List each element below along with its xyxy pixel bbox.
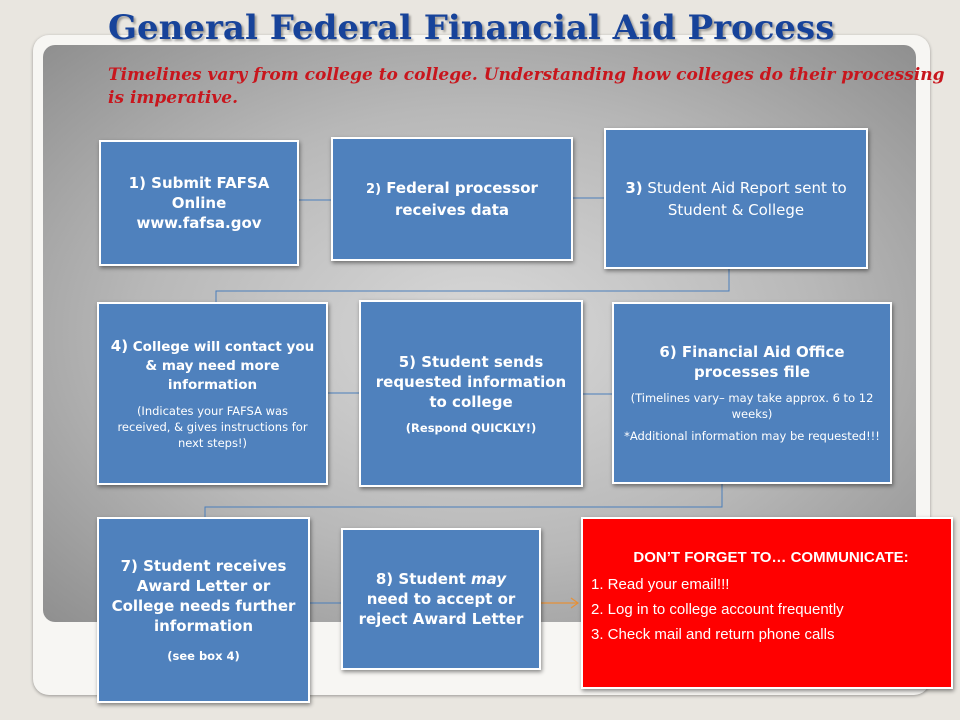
reminder-item-mail: 3. Check mail and return phone calls [591, 626, 835, 643]
step-1-label: 1) Submit FAFSA Online www.fafsa.gov [128, 174, 270, 232]
step-7-note: (see box 4) [167, 649, 240, 663]
step-8-label-post: need to accept or reject Award Letter [358, 590, 524, 628]
reminder-item-login: 2. Log in to college account frequently [591, 601, 844, 618]
reminder-title: DON’T FORGET TO… COMMUNICATE: [633, 549, 909, 566]
step-8-label-pre: Student [398, 570, 472, 588]
step-8-number: 8) [375, 570, 394, 588]
step-6-label: 6) Financial Aid Office processes file [659, 343, 845, 381]
reminder-box [581, 517, 953, 689]
step-2-label: Federal processor receives data [386, 179, 538, 219]
step-3-label: Student Aid Report sent to Student & College [647, 178, 847, 219]
step-2-number: 2) [366, 182, 382, 197]
step-8-label-em: may [471, 570, 507, 588]
step-8-box [341, 528, 541, 670]
slide-subtitle: Timelines vary from college to college. Understanding how colleges do their processing is imperative. [108, 65, 945, 108]
step-6-box [612, 302, 892, 484]
step-6-note: (Timelines vary– may take approx. 6 to 12 weeks) [630, 391, 874, 421]
step-4-box [97, 302, 328, 485]
step-5-label: 5) Student sends requested information to college [375, 352, 567, 411]
reminder-item-email: 1. Read your email!!! [591, 576, 730, 593]
step-3-number: 3) [625, 178, 643, 197]
step-5-box [359, 300, 583, 487]
step-2-box [331, 137, 573, 261]
step-6-note2: *Additional information may be requested!!! [624, 429, 880, 443]
arrow-8-reminder [540, 598, 578, 608]
step-5-note: (Respond QUICKLY!) [405, 420, 537, 435]
connector-6-7 [205, 483, 722, 519]
slide-title: General Federal Financial Aid Process [108, 8, 835, 48]
step-4-label: College will contact you & may need more information [132, 338, 315, 393]
step-1-box [99, 140, 299, 266]
step-4-number: 4) [110, 336, 129, 355]
step-4-note: (Indicates your FAFSA was received, & gives instructions for next steps!) [117, 403, 308, 450]
step-3-box [604, 128, 868, 269]
step-7-label: 7) Student receives Award Letter or College needs further information [111, 557, 296, 635]
step-7-box [97, 517, 310, 703]
